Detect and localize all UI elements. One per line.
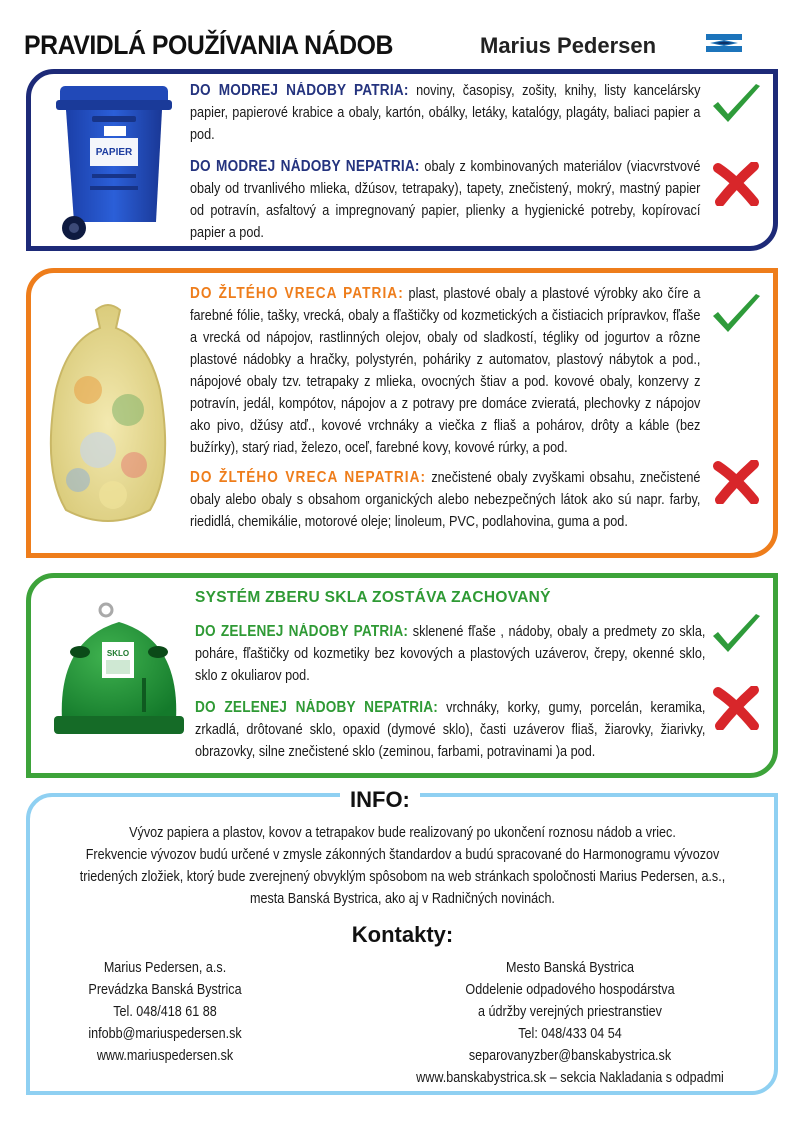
info-line: triedených zložiek, ktorý bude zverejnený obvyklým spôsobom na web stránkach spoločnosti Marius Pedersen, a.s., (79, 869, 726, 885)
glass-allowed-text (195, 621, 705, 687)
glass-system-heading: SYSTÉM ZBERU SKLA ZOSTÁVA ZACHOVANÝ (195, 589, 551, 606)
info-line: Vývoz papiera a plastov, kovov a tetrapakov bude realizovaný po ukončení roznosu nádob a vriec. (129, 825, 676, 841)
paper-allowed-label: DO MODREJ NÁDOBY PATRIA: (190, 82, 409, 99)
info-title: INFO: (340, 787, 420, 813)
contact-phone: Tel. 048/418 61 88 (113, 1004, 217, 1020)
contact-phone: Tel: 048/433 04 54 (518, 1026, 622, 1042)
glass-allowed-label: DO ZELENEJ NÁDOBY PATRIA: (195, 623, 409, 640)
contact-branch: Prevádzka Banská Bystrica (88, 982, 242, 998)
contact-email-link[interactable]: infobb@mariuspedersen.sk (88, 1026, 242, 1042)
plastic-forbidden-text (190, 467, 700, 533)
plastic-allowed-items: plast, plastové obaly a plastové výrobky ako číre a farebné fólie, tašky, vrecká, obaly a fľaštičky od kozmetických a čistiacich prípravkov, fľaše a vrecká od nápojov, rastlinných olejov, obaly od sladkostí, tégliky od jogurtov a rôzne plastové nádobky a hračky, polystyrén, poháriky z automatov, plastový nábytok a pod., nápojové obaly tzv. tetrapaky z mlieka, ovocných štiav a pod. kovové obaly, konzervy z potravín, jedál, kompótov, nápojov a z potravy pre domáce zvieratá, plechovky z nápojov ako pivo, džúsy atď., kovové vrchnáky a viečka z fliaš a pohárov, drôty a káble (bez bužírky), starý riad, železo, oceľ, farebné kovy, kovové rúrky, a pod. (190, 286, 701, 456)
paper-forbidden-label: DO MODREJ NÁDOBY NEPATRIA: (190, 158, 420, 175)
glass-forbidden-label: DO ZELENEJ NÁDOBY NEPATRIA: (195, 699, 438, 716)
paper-forbidden-text (190, 156, 700, 244)
cross-icon (712, 460, 760, 504)
info-line: Frekvencie vývozov budú určené v zmysle zákonných štandardov a budú spracované do Harmonogramu vývozov (85, 847, 720, 863)
yellow-plastic-bag-image (38, 300, 178, 530)
plastic-forbidden-items: znečistené obaly zvyškami obsahu, znečistené obaly alebo obaly s obsahom organických alebo nebezpečných látok ako sú napr. farby, riedidlá, chemikálie, motorové oleje; linoleum, PVC, podlahovina, guma a pod. (190, 470, 701, 530)
contact-website-link[interactable]: www.banskabystrica.sk – sekcia Nakladania s odpadmi (416, 1070, 724, 1086)
green-glass-bin-image (50, 600, 188, 750)
cross-icon (712, 162, 760, 206)
contact-company: Marius Pedersen, a.s. (103, 960, 227, 976)
bin-label-paper: PAPIER (95, 147, 133, 158)
contact-marius-pedersen (40, 957, 290, 1067)
check-icon (710, 612, 762, 656)
blue-paper-bin-image (52, 82, 177, 242)
check-icon (710, 292, 762, 336)
glass-forbidden-items: vrchnáky, korky, gumy, porcelán, keramika, zrkadlá, drôtované sklo, opaxid (dymové sklo), časti uzáverov fliaš, žiarovky, žiarivky, obrazovky, silne znečistené sklo (zeminou, farbami, potravinami )a pod. (195, 700, 706, 760)
paper-allowed-items: noviny, časopisy, zošity, knihy, listy kancelársky papier, papierové krabice a obaly, kartón, obálky, letáky, katalógy, plagáty, baliaci papier a pod. (190, 83, 701, 143)
cross-icon (712, 686, 760, 730)
check-icon (710, 82, 762, 126)
page-title: PRAVIDLÁ POUŽÍVANIA NÁDOB (24, 30, 393, 60)
plastic-allowed-text (190, 283, 700, 459)
info-text (30, 822, 775, 910)
contact-city-banska-bystrica (380, 957, 760, 1089)
contact-email-link[interactable]: separovanyzber@banskabystrica.sk (468, 1048, 672, 1064)
paper-forbidden-items: obaly z kombinovaných materiálov (viacvrstvové obaly od trvanlivého mlieka, džúsov, tetrapaky), tapety, znečistený, mokrý, mastný papier od potravín, asfaltový a impregnovaný papier, plienky a hygienické potreby, kopírovací papier a pod. (190, 159, 701, 241)
marius-pedersen-logo-icon (706, 34, 742, 52)
glass-forbidden-text (195, 697, 705, 763)
info-line: mesta Banská Bystrica, ako aj v Radničných novinách. (250, 891, 555, 907)
contact-website-link[interactable]: www.mariuspedersen.sk (96, 1048, 234, 1064)
contact-city: Mesto Banská Bystrica (506, 960, 634, 976)
plastic-forbidden-label: DO ŽLTÉHO VRECA NEPATRIA: (190, 469, 427, 486)
plastic-allowed-label: DO ŽLTÉHO VRECA PATRIA: (190, 285, 404, 302)
brand-name: Marius Pedersen (480, 33, 657, 58)
bin-label-glass: SKLO (106, 649, 130, 658)
paper-allowed-text (190, 80, 700, 146)
contact-department-sub: a údržby verejných priestranstiev (478, 1004, 662, 1020)
contact-department: Oddelenie odpadového hospodárstva (465, 982, 675, 998)
glass-allowed-items: sklenené fľaše , nádoby, obaly a predmety zo skla, poháre, fľaštičky od kozmetiky bez kovových a plastových uzáverov, črepy, okenné sklo, sklo z okuliarov pod. (195, 624, 706, 684)
contacts-title: Kontakty: (351, 922, 454, 947)
